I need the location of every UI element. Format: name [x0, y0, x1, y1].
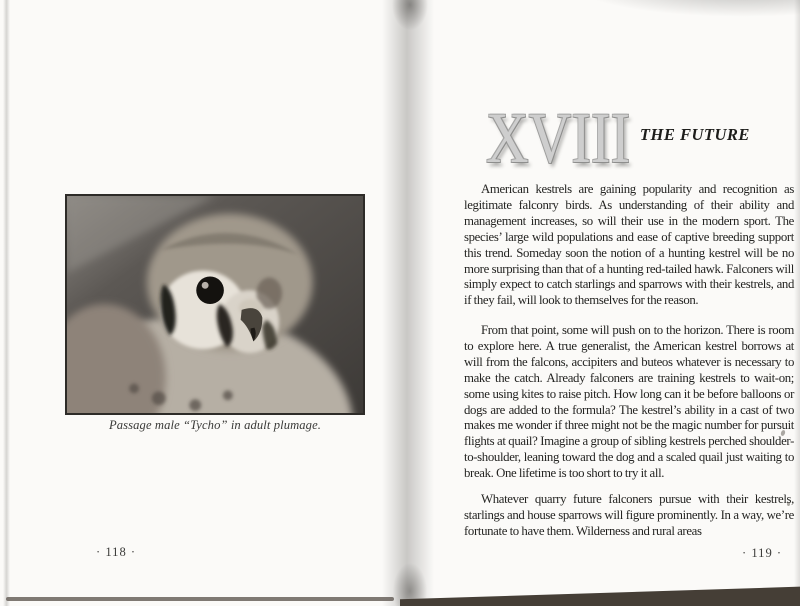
bottom-scan-edge-right — [400, 585, 800, 606]
book-gutter-shadow — [382, 0, 434, 606]
body-paragraph: Whatever quarry future falconers pursue with their kestrels, starlings and house sparrows will figure prominently. In a way, we’re fortunate to have them. Wilderness and rural areas — [464, 492, 794, 538]
book-gutter-shadow-bottom — [390, 556, 430, 606]
chapter-number: XVIII — [486, 98, 631, 178]
book-gutter-shadow-top — [388, 0, 432, 44]
kestrel-eye — [196, 277, 224, 304]
body-paragraph: American kestrels are gaining popularity and recognition as legitimate falconry birds. As understanding of their ability and management increases, so will their use in the modern sport. The species’ large wild populations and ease of captive breeding support this trend. Someday soon the notion of a hunting kestrel will be no more surprising than that of a hunting red-tailed hawk. Falconers will simply expect to catch starlings and sparrows with their kestrels, and if they fail, will look to themselves for the reason. — [464, 182, 794, 308]
page-number-right: · 119 · — [742, 546, 783, 560]
page-number-left: · 118 · — [96, 545, 137, 559]
kestrel-eye-highlight — [202, 282, 209, 289]
left-page-edge-shadow — [3, 0, 10, 606]
kestrel-photo — [65, 194, 365, 415]
right-page-edge-shadow — [794, 0, 800, 606]
bottom-scan-edge-left — [6, 597, 394, 601]
chapter-heading — [486, 98, 750, 178]
top-right-page-curl-shade — [570, 0, 800, 30]
chapter-title: THE FUTURE — [639, 125, 750, 144]
kestrel-photo-illustration — [67, 196, 363, 413]
body-paragraph: From that point, some will push on to the horizon. There is room to explore here. A true generalist, the American kestrel borrows at will from the falcons, accipiters and buteos whatever is necessary to make the catch. Already falconers are training kestrels to wait-on; some using kites to raise pitch. How long can it be before balloons or dogs are added to the formula? The kestrel’s ability in a cast of two makes me wonder if three might not be the magic number for pursuit flights at quail? Imagine a group of sibling kestrels perched shoulder-to-shoulder, leaning toward the dog and a scaled quail just waiting to break. One lifetime is too short to try it all. — [464, 323, 794, 481]
photo-caption: Passage male “Tycho” in adult plumage. — [108, 418, 322, 432]
